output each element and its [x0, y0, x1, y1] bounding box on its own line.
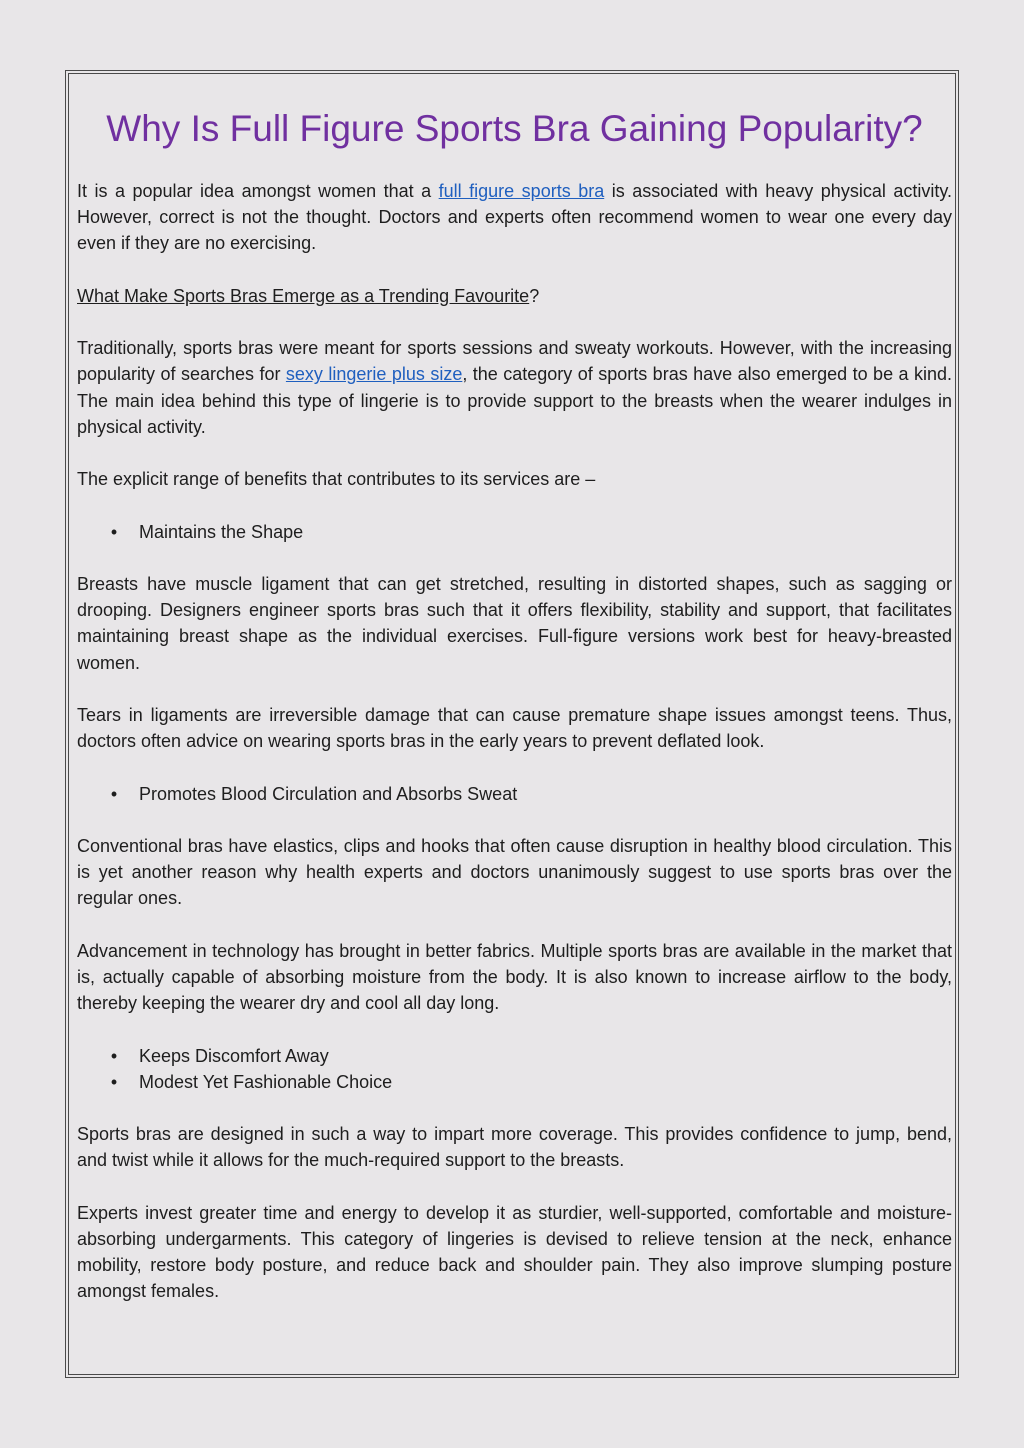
document-body [77, 100, 952, 1331]
list-item [77, 781, 952, 807]
bullet-list-shape [77, 519, 952, 545]
list-item-label: Promotes Blood Circulation and Absorbs Sweat [139, 783, 518, 804]
traditional-text-start: Traditionally, sports bras were meant for sports sessions and sweaty workouts. However, with the increasing popularity of searches for [77, 338, 952, 385]
benefits-intro-paragraph: The explicit range of benefits that contributes to its services are – [77, 469, 596, 490]
ligament-paragraph: Tears in ligaments are irreversible damage that can cause premature shape issues amongst teens. Thus, doctors often advice on wearing sports bras in the early years to prevent deflated look. [77, 704, 952, 752]
fabrics-paragraph: Advancement in technology has brought in better fabrics. Multiple sports bras are available in the market that is, actually capable of absorbing moisture from the body. It is also known to increase airflow to the body, thereby keeping the wearer dry and cool all day long. [77, 940, 952, 1014]
sexy-lingerie-plus-size-link[interactable]: sexy lingerie plus size [285, 364, 463, 385]
circulation-paragraph: Conventional bras have elastics, clips and hooks that often cause disruption in healthy blood circulation. This is yet another reason why health experts and doctors unanimously suggest to use sports bras over the regular ones. [77, 835, 952, 909]
full-figure-sports-bra-link[interactable]: full figure sports bra [438, 181, 605, 201]
bullet-icon: • [110, 521, 118, 542]
bullet-icon: • [110, 1045, 118, 1066]
page-title: Why Is Full Figure Sports Bra Gaining Popularity? [106, 108, 923, 149]
list-item-label: Keeps Discomfort Away [139, 1045, 329, 1066]
list-item-label: Modest Yet Fashionable Choice [139, 1071, 393, 1092]
list-item [77, 1069, 952, 1095]
bullet-list-circulation [77, 781, 952, 807]
experts-paragraph: Experts invest greater time and energy to develop it as sturdier, well-supported, comfortable and moisture-absorbing undergarments. This category of lingeries is devised to relieve tension at the neck, enhance mobility, restore body posture, and reduce back and shoulder pain. They also improve slumping posture amongst females. [77, 1202, 952, 1302]
intro-paragraph [77, 178, 952, 257]
list-item [77, 519, 952, 545]
intro-text-start: It is a popular idea amongst women that a [77, 181, 439, 201]
traditional-paragraph [77, 335, 952, 440]
bullet-list-comfort [77, 1043, 952, 1095]
list-item-label: Maintains the Shape [139, 521, 304, 542]
bullet-icon: • [110, 1071, 118, 1092]
intro-text-end: is associated with heavy physical activity. However, correct is not the thought. Doctors and experts often recommend women to wear one every day even if they are no exercising. [77, 181, 952, 254]
shape-paragraph: Breasts have muscle ligament that can get stretched, resulting in distorted shapes, such as sagging or drooping. Designers engineer sports bras such that it offers flexibility, stability and support, that facilitates maintaining breast shape as the individual exercises. Full-figure versions work best for heavy-breasted women. [77, 573, 952, 673]
subheading-suffix: ? [529, 285, 540, 306]
subheading-text: What Make Sports Bras Emerge as a Trending Favourite [77, 285, 530, 306]
bullet-icon: • [110, 783, 118, 804]
list-item [77, 1043, 952, 1069]
coverage-paragraph: Sports bras are designed in such a way to impart more coverage. This provides confidence to jump, bend, and twist while it allows for the much-required support to the breasts. [77, 1124, 952, 1171]
traditional-text-end: , the category of sports bras have also emerged to be a kind. The main idea behind this type of lingerie is to provide support to the breasts when the wearer indulges in physical activity. [77, 364, 953, 437]
section-subheading [77, 283, 952, 309]
